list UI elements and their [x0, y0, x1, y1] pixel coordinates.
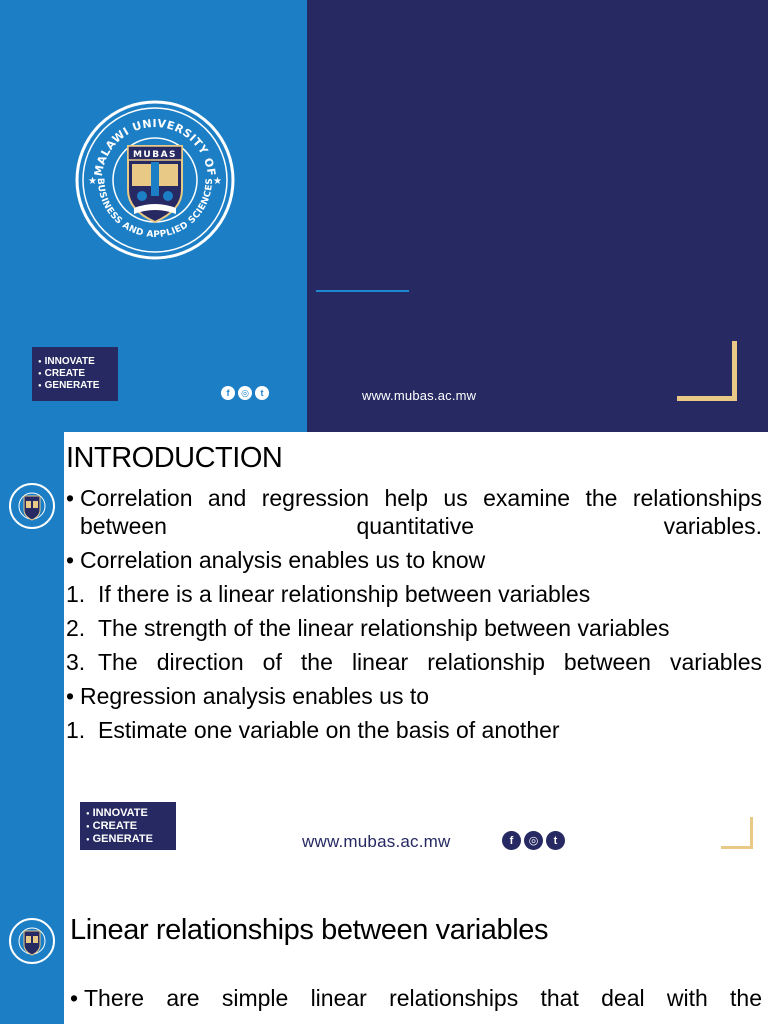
gold-corner-bracket — [677, 341, 737, 401]
motto-generate: ● GENERATE — [86, 833, 170, 846]
list-item: • Correlation analysis enables us to know — [66, 546, 762, 574]
seal-abbr: MUBAS — [132, 150, 178, 160]
list-item: • Regression analysis enables us to — [66, 682, 762, 710]
svg-text:★: ★ — [213, 176, 222, 187]
linear-relationships-slide — [0, 864, 768, 1024]
introduction-slide — [0, 432, 768, 864]
title-slide — [0, 0, 768, 432]
university-seal-small-logo — [8, 482, 56, 530]
website-link[interactable]: www.mubas.ac.mw — [362, 388, 477, 403]
motto-generate: ● GENERATE — [38, 380, 112, 392]
social-icons — [502, 831, 565, 850]
motto-badge — [32, 347, 118, 401]
website-link[interactable]: www.mubas.ac.mw — [302, 832, 451, 851]
list-item: • Correlation and regression help us examine the relationships between quantitative variables. — [66, 484, 762, 540]
motto-create: ● CREATE — [86, 820, 170, 833]
gold-corner-bracket — [721, 817, 753, 849]
list-item: 2. The strength of the linear relationship between variables — [66, 615, 670, 641]
facebook-icon[interactable]: f — [502, 831, 521, 850]
university-seal-small-logo — [8, 917, 56, 965]
twitter-icon[interactable]: t — [546, 831, 565, 850]
svg-text:BUSINESS AND APPLIED SCIENCES: BUSINESS AND APPLIED SCIENCES — [94, 177, 216, 241]
facebook-icon[interactable]: f — [221, 386, 235, 400]
slide-title: INTRODUCTION — [66, 442, 283, 474]
motto-innovate: ● INNOVATE — [86, 807, 170, 820]
university-seal-logo — [72, 100, 238, 260]
motto-innovate: ● INNOVATE — [38, 356, 112, 368]
slide-body — [66, 484, 762, 750]
slide-title: Linear relationships between variables — [70, 914, 549, 946]
list-item: 1. If there is a linear relationship between variables — [66, 581, 591, 607]
list-item: • There are simple linear relationships that deal with the — [70, 984, 762, 1012]
instagram-icon[interactable]: ◎ — [238, 386, 252, 400]
svg-text:MALAWI UNIVERSITY OF: MALAWI UNIVERSITY OF — [91, 116, 218, 178]
list-item: 1. Estimate one variable on the basis of another — [66, 717, 560, 743]
instagram-icon[interactable]: ◎ — [524, 831, 543, 850]
twitter-icon[interactable]: t — [255, 386, 269, 400]
svg-text:★: ★ — [88, 176, 97, 187]
motto-create: ● CREATE — [38, 368, 112, 380]
title-underline — [316, 290, 409, 292]
social-icons — [221, 386, 269, 400]
list-item: 3. The direction of the linear relationship between variables — [66, 649, 762, 675]
motto-badge — [80, 802, 176, 850]
